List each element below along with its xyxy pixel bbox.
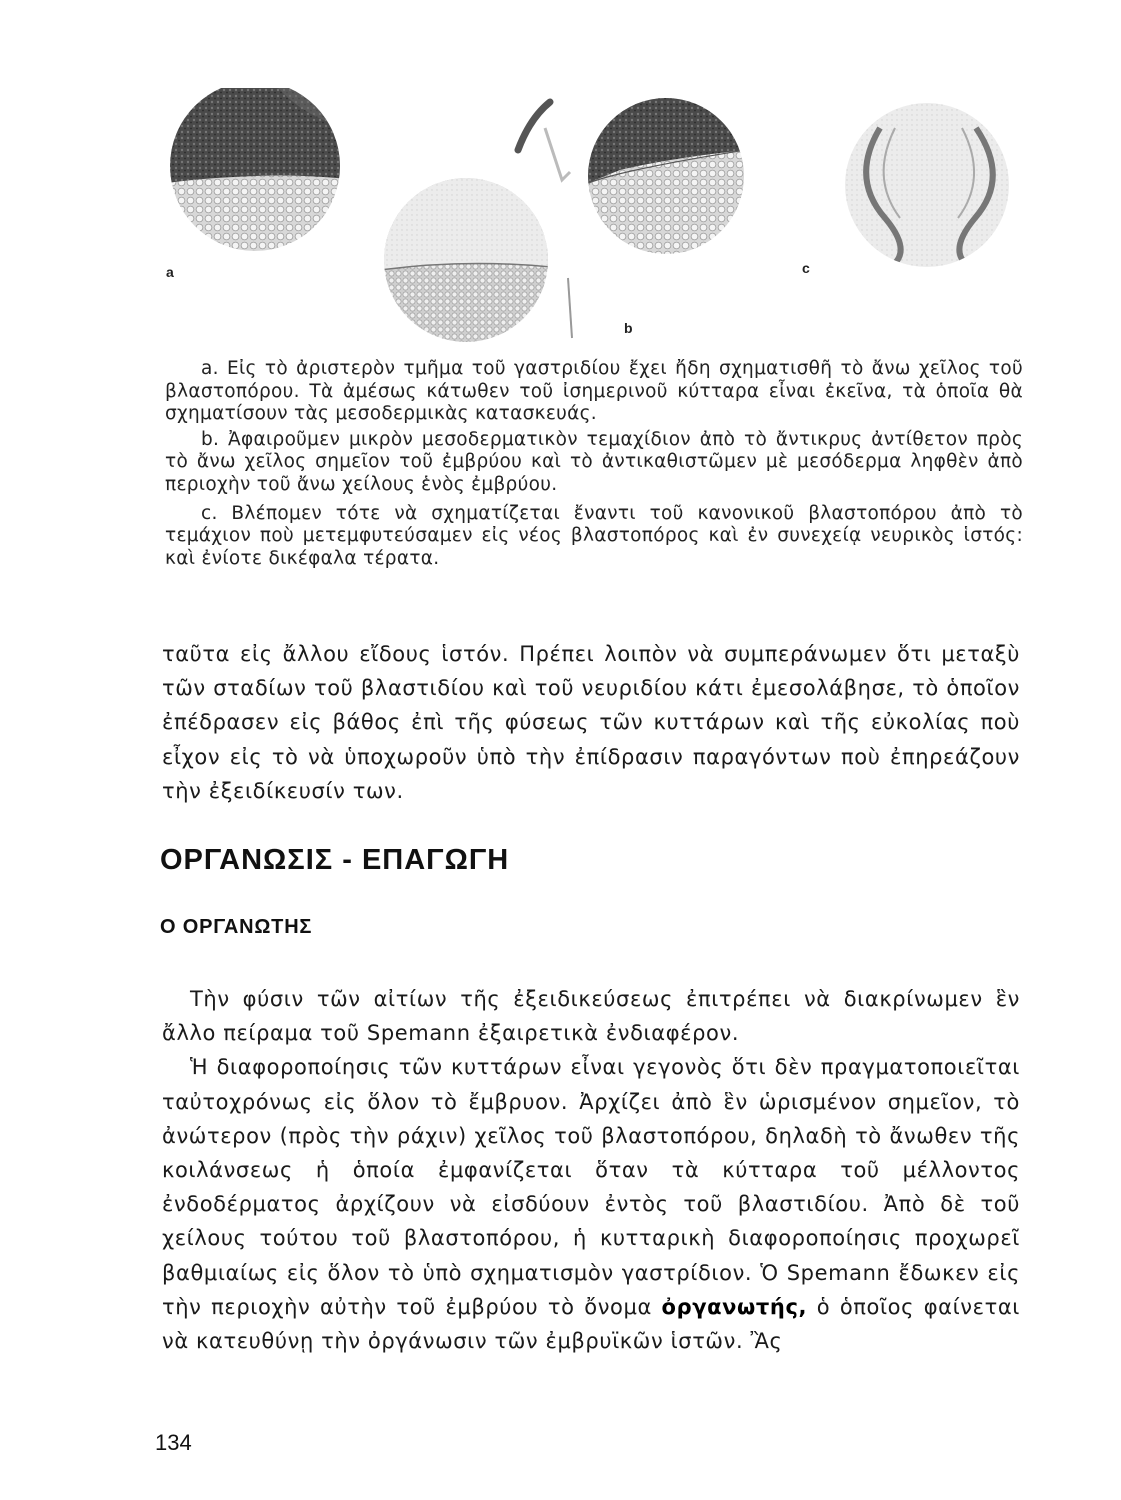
paragraph-2-end: ὁ ὁποῖος φαίνεται νὰ κατευθύνῃ τὴν ὀργάνωσιν τῶν ἐμβρυϊκῶν ἱστῶν. Ἂς	[162, 1294, 1020, 1354]
subsection-heading: Ο ΟΡΓΑΝΩΤΗΣ	[160, 916, 313, 938]
term-organizer: ὀργανωτής,	[661, 1294, 808, 1319]
embryo-figure	[150, 88, 1030, 350]
figure-label-b: b	[624, 320, 633, 336]
body-paragraph-2	[162, 982, 1020, 1358]
photo-a	[160, 88, 360, 278]
caption-a: a. Εἰς τὸ ἀριστερὸν τμῆμα τοῦ γαστριδίου ἔχει ἤδη σχηματισθῆ τὸ ἄνω χεῖλος τοῦ βλαστοπόρου. Τὰ ἀμέσως κάτωθεν τοῦ ἰσημερινοῦ κύτταρα εἶναι ἐκεῖνα, τὰ ὁποῖα θὰ σχηματίσουν τὰς μεσοδερμικὰς κατασκευάς.	[165, 358, 1023, 425]
figure-label-a: a	[166, 264, 174, 280]
caption-b: b. Ἀφαιροῦμεν μικρὸν μεσοδερματικὸν τεμαχίδιον ἀπὸ τὸ ἄντικρυς ἀντίθετον πρὸς τὸ ἄνω χεῖλος σημεῖον τοῦ ἐμβρύου καὶ τὸ ἀντικαθιστῶμεν μὲ μεσόδερμα ληφθὲν ἀπὸ περιοχὴν τοῦ ἄνω χείλους ἑνὸς ἐμβρύου.	[165, 428, 1023, 495]
paragraph-2-main: Ἡ διαφοροποίησις τῶν κυττάρων εἶναι γεγονὸς ὅτι δὲν πραγματοποιεῖται ταὐτοχρόνως εἰς ὅλον τὸ ἔμβρυον. Ἀρχίζει ἀπὸ ἓν ὡρισμένον σημεῖον, τὸ ἀνώτερον (πρὸς τὴν ράχιν) χεῖλος τοῦ βλαστοπόρου, δηλαδὴ τὸ ἄνωθεν τῆς κοιλάνσεως ἡ ὁποία ἐμφανίζεται ὅταν τὰ κύτταρα τοῦ μέλλοντος ἐνδοδέρματος ἀρχίζουν νὰ εἰσδύουν ἐντὸς τοῦ βλαστιδίου. Ἀπὸ δὲ τοῦ χείλους τούτου τοῦ βλαστοπόρου, ἡ κυτταρικὴ διαφοροποίησις προχωρεῖ βαθμιαίως εἰς ὅλον τὸ ὑπὸ σχηματισμὸν γαστρίδιον. Ὁ Spemann ἔδωκεν εἰς τὴν περιοχὴν αὐτὴν τοῦ ἐμβρύου τὸ ὄνομα	[162, 1055, 1020, 1319]
photo-c	[840, 98, 1020, 278]
body-paragraph-1: ταῦτα εἰς ἄλλου εἴδους ἱστόν. Πρέπει λοιπὸν νὰ συμπεράνωμεν ὅτι μεταξὺ τῶν σταδίων τοῦ βλαστιδίου καὶ τοῦ νευριδίου κάτι ἐμεσολάβησε, τὸ ὁποῖον ἐπέδρασεν εἰς βάθος ἐπὶ τῆς φύσεως τῶν κυττάρων καὶ τῆς εὐκολίας ποὺ εἶχον εἰς τὸ νὰ ὑποχωροῦν ὑπὸ τὴν ἐπίδρασιν παραγόντων ποὺ ἐπηρεάζουν τὴν ἐξειδίκευσίν των.	[162, 642, 1020, 803]
page-number: 134	[155, 1430, 192, 1455]
figure-label-c: c	[802, 260, 810, 276]
paragraph-2-intro: Τὴν φύσιν τῶν αἰτίων τῆς ἐξειδικεύσεως ἐπιτρέπει νὰ διακρίνωμεν ἓν ἄλλο πείραμα τοῦ Spemann ἐξαιρετικὰ ἐνδιαφέρον.	[162, 987, 1020, 1046]
caption-c: c. Βλέπομεν τότε νὰ σχηματίζεται ἔναντι τοῦ κανονικοῦ βλαστοπόρου ἀπὸ τὸ τεμάχιον ποὺ μετεμφυτεύσαμεν εἰς νέος βλαστοπόρος καὶ ἐν συνεχείᾳ νευρικὸς ἱστός: καὶ ἐνίοτε δικέφαλα τέρατα.	[165, 502, 1023, 569]
graft-piece	[518, 102, 550, 150]
embryo-illustration	[150, 88, 1030, 350]
photo-b-upper	[586, 96, 746, 256]
section-heading: ΟΡΓΑΝΩΣΙΣ - ΕΠΑΓΩΓΗ	[160, 844, 510, 876]
photo-b-lower	[380, 178, 560, 348]
figure-captions	[165, 358, 1023, 570]
